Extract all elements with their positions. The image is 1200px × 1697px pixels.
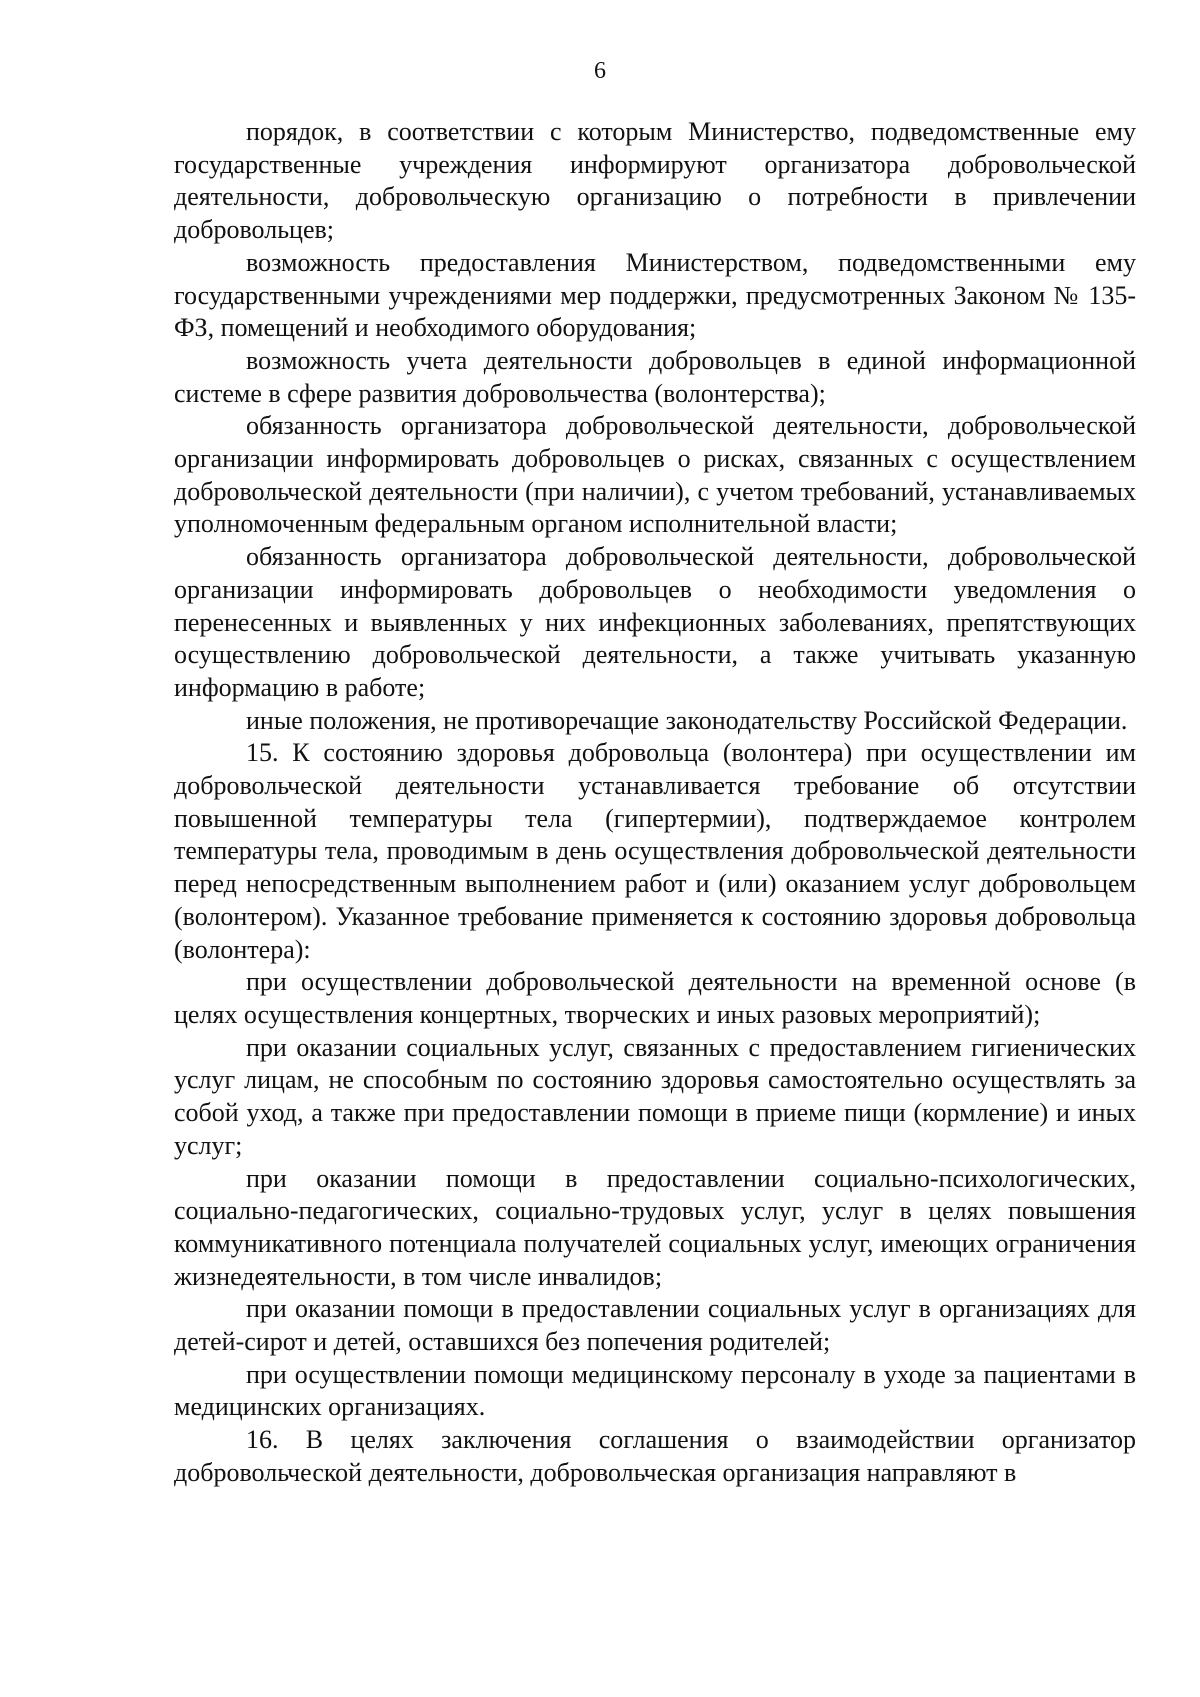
paragraph-other-provisions: иные положения, не противоречащие законодательству Российской Федерации. — [246, 705, 1128, 735]
paragraph-notification-procedure: порядок, в соответствии с которым Министерство, подведомственные ему государственные учреждения информируют организатора добровольческой деятельности, добровольческую организацию о потребности в привлечении добровольцев; — [174, 117, 1136, 245]
paragraph-orphan-organizations: при оказании помощи в предоставлении социальных услуг в организациях для детей-сирот и детей, оставшихся без попечения родителей; — [174, 1294, 1136, 1357]
paragraph-medical-help: при осуществлении помощи медицинскому персоналу в уходе за пациентами в медицинских организациях. — [174, 1359, 1136, 1422]
paragraph-clause-16: 16. В целях заключения соглашения о взаимодействии организатор добровольческой деятельности, добровольческая организация направляют в — [174, 1425, 1136, 1487]
paragraph-temporary-activity: при осуществлении добровольческой деятельности на временной основе (в целях осуществления концертных, творческих и иных разовых мероприятий); — [174, 967, 1136, 1029]
page-number: 6 — [594, 58, 606, 84]
paragraph-information-system: возможность учета деятельности добровольцев в единой информационной системе в сфере развития добровольчества (волонтерства); — [174, 345, 1136, 408]
document-body — [174, 116, 1136, 1490]
paragraph-risk-duty: обязанность организатора добровольческой деятельности, добровольческой организации информировать добровольцев о рисках, связанных с осуществлением добровольческой деятельности (при наличии), с учетом требований, устанавливаемых уполномоченным федеральным органом исполнительной власти; — [174, 411, 1136, 539]
paragraph-support-measures: возможность предоставления Министерством, подведомственными ему государственными учреждениями мер поддержки, предусмотренных Законом № 135-ФЗ, помещений и необходимого оборудования; — [174, 247, 1136, 343]
paragraph-infection-duty: обязанность организатора добровольческой деятельности, добровольческой организации информировать добровольцев о необходимости уведомления о перенесенных и выявленных у них инфекционных заболеваниях, препятствующих осуществлению добровольческой деятельности, а также учитывать указанную информацию в работе; — [174, 542, 1136, 702]
paragraph-social-services: при оказании социальных услуг, связанных с предоставлением гигиенических услуг лицам, не способным по состоянию здоровья самостоятельно осуществлять за собой уход, а также при предоставлении помощи в приеме пищи (кормление) и иных услуг; — [174, 1032, 1136, 1160]
paragraph-clause-15: 15. К состоянию здоровья добровольца (волонтера) при осуществлении им добровольческой деятельности устанавливается требование об отсутствии повышенной температуры тела (гипертермии), подтверждаемое контролем температуры тела, проводимым в день осуществления добровольческой деятельности перед непосредственным выполнением работ и (или) оказанием услуг добровольцем (волонтером). Указанное требование применяется к состоянию здоровья добровольца (волонтера): — [174, 738, 1136, 964]
paragraph-psychological-services: при оказании помощи в предоставлении социально-психологических, социально-педагогических, социально-трудовых услуг, услуг в целях повышения коммуникативного потенциала получателей социальных услуг, имеющих ограничения жизнедеятельности, в том числе инвалидов; — [174, 1163, 1136, 1291]
